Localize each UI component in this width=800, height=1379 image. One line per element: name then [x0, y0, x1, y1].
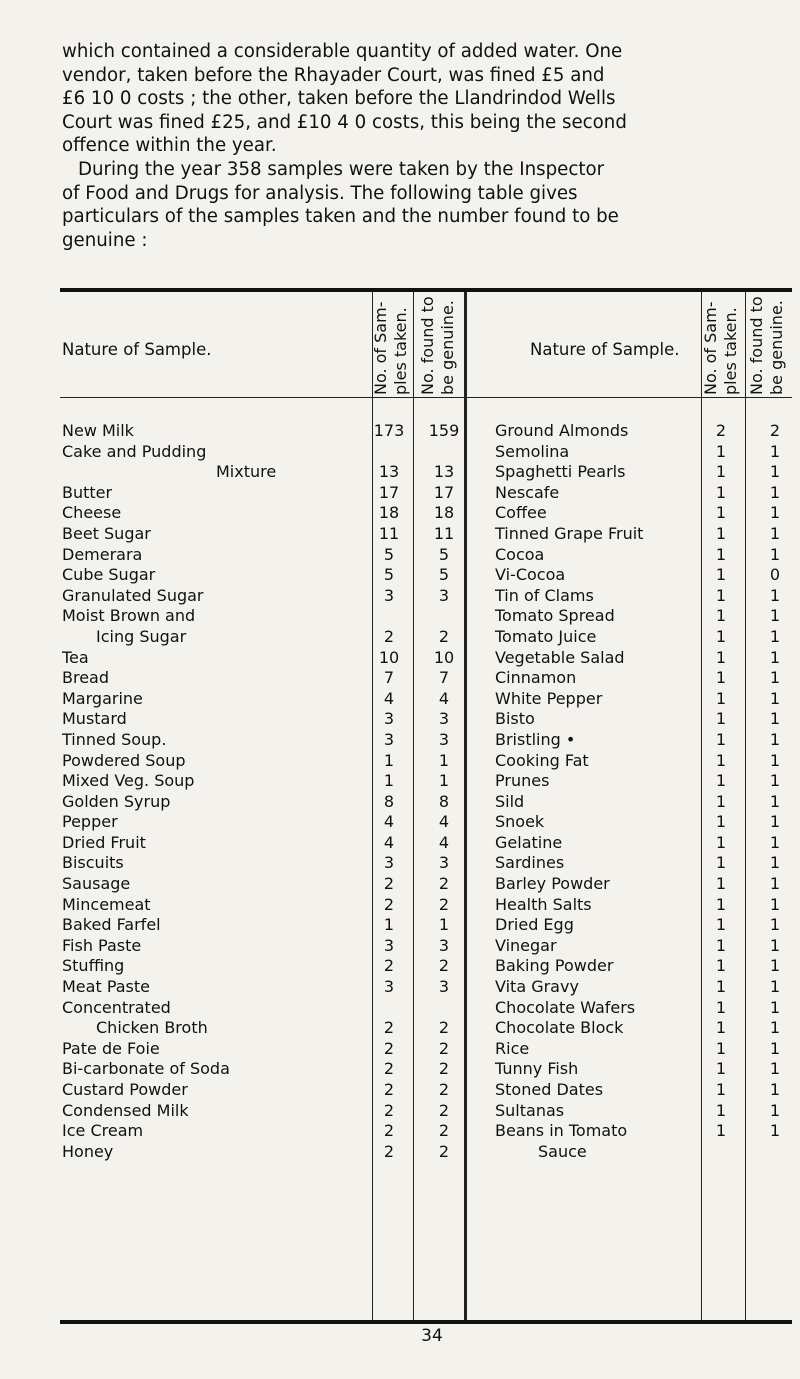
samples-genuine: 2 — [438, 1121, 450, 1141]
samples-genuine: 1 — [769, 626, 781, 646]
samples-genuine: 2 — [769, 421, 781, 440]
intro-paragraph — [62, 40, 782, 252]
samples-genuine: 1 — [769, 853, 781, 873]
table-row — [0, 503, 800, 524]
samples-genuine: 2 — [438, 1080, 450, 1099]
table-row — [0, 853, 800, 874]
samples-taken: 1 — [715, 482, 727, 502]
sample-name: Bristling • — [495, 729, 576, 749]
header-text: ples taken. — [391, 307, 410, 395]
samples-taken: 1 — [383, 771, 395, 791]
samples-taken: 1 — [715, 709, 727, 729]
intro-line: offence within the year. — [62, 135, 277, 157]
samples-taken: 2 — [383, 894, 395, 914]
samples-taken: 1 — [715, 1121, 727, 1141]
header-text: ples taken. — [721, 307, 740, 395]
intro-line: vendor, taken before the Rhayader Court, was fined £5 and — [62, 64, 605, 86]
samples-genuine: 3 — [438, 585, 450, 605]
sample-name: Sultanas — [495, 1100, 565, 1120]
samples-taken: 1 — [715, 585, 727, 605]
intro-line: Court was fined £25, and £10 4 0 costs, this being the second — [62, 111, 627, 133]
samples-taken: 1 — [715, 441, 727, 461]
samples-taken: 18 — [378, 503, 400, 523]
samples-genuine: 2 — [438, 956, 450, 976]
samples-taken: 1 — [715, 832, 727, 852]
samples-taken: 1 — [715, 997, 727, 1017]
sample-name: Tea — [62, 647, 89, 667]
sample-name: Margarine — [62, 688, 143, 708]
table-row — [0, 998, 800, 1019]
samples-genuine: 1 — [769, 606, 781, 626]
table-row — [0, 1018, 800, 1039]
sample-name: Sardines — [495, 853, 565, 873]
sample-name: Dried Fruit — [62, 832, 146, 852]
sample-name: Baked Farfel — [62, 915, 161, 935]
samples-taken: 1 — [383, 750, 395, 770]
table-row — [0, 421, 800, 442]
samples-genuine: 1 — [769, 523, 781, 543]
samples-genuine: 1 — [769, 771, 781, 791]
samples-taken: 1 — [715, 626, 727, 646]
table-row — [0, 874, 800, 895]
header-rule — [372, 397, 464, 398]
table-row — [0, 689, 800, 710]
table-row — [0, 483, 800, 504]
sample-name: Custard Powder — [62, 1080, 188, 1099]
header-samples-taken-left — [371, 291, 413, 395]
samples-taken: 4 — [383, 832, 395, 852]
sample-name: Tunny Fish — [495, 1059, 579, 1079]
samples-taken: 2 — [383, 874, 395, 894]
samples-taken: 1 — [715, 956, 727, 976]
samples-genuine: 3 — [438, 729, 450, 749]
table-row — [0, 792, 800, 813]
samples-taken: 2 — [383, 1080, 395, 1099]
sample-name: Semolina — [495, 441, 570, 461]
samples-taken: 13 — [378, 462, 400, 482]
header-nature-right: Nature of Sample. — [530, 340, 680, 359]
table-row — [0, 1121, 800, 1142]
sample-name: Golden Syrup — [62, 791, 171, 811]
samples-taken: 2 — [383, 1121, 395, 1141]
samples-taken: 1 — [715, 853, 727, 873]
table-row — [0, 442, 800, 463]
sample-name: Cooking Fat — [495, 750, 589, 770]
table-row — [0, 586, 800, 607]
table-row — [0, 648, 800, 669]
page-number: 34 — [421, 1326, 443, 1346]
samples-taken: 1 — [715, 606, 727, 626]
samples-taken: 1 — [715, 750, 727, 770]
samples-taken: 1 — [715, 668, 727, 688]
samples-taken: 17 — [378, 482, 400, 502]
samples-taken: 4 — [383, 812, 395, 832]
samples-genuine: 159 — [428, 421, 460, 440]
sample-name: Meat Paste — [62, 977, 150, 997]
samples-genuine: 4 — [438, 812, 450, 832]
table-row — [0, 1101, 800, 1122]
samples-taken: 2 — [383, 1100, 395, 1120]
table-row — [0, 977, 800, 998]
samples-genuine: 10 — [433, 647, 455, 667]
samples-genuine: 1 — [769, 503, 781, 523]
samples-taken: 1 — [715, 1100, 727, 1120]
sample-name: Ice Cream — [62, 1121, 144, 1141]
samples-genuine: 7 — [438, 668, 450, 688]
table-row — [0, 1039, 800, 1060]
samples-genuine: 1 — [769, 668, 781, 688]
samples-taken: 1 — [715, 791, 727, 811]
samples-taken: 1 — [715, 729, 727, 749]
header-text: No. of Sam- — [371, 301, 390, 395]
sample-name: Sild — [495, 791, 525, 811]
samples-genuine: 1 — [769, 1100, 781, 1120]
samples-taken: 1 — [715, 1059, 727, 1079]
samples-genuine: 2 — [438, 1018, 450, 1038]
samples-genuine: 1 — [769, 874, 781, 894]
sample-name: Cheese — [62, 503, 122, 523]
samples-genuine: 1 — [769, 956, 781, 976]
sample-name: Condensed Milk — [62, 1100, 189, 1120]
sample-name: Tomato Spread — [495, 606, 615, 626]
samples-taken: 2 — [383, 626, 395, 646]
samples-taken: 3 — [383, 729, 395, 749]
sample-name: Icing Sugar — [96, 626, 187, 646]
sample-name: Chocolate Wafers — [495, 997, 636, 1017]
samples-genuine: 1 — [769, 997, 781, 1017]
sample-name: Sauce — [538, 1141, 587, 1161]
samples-taken: 1 — [715, 771, 727, 791]
table-row — [0, 771, 800, 792]
sample-name: Mincemeat — [62, 894, 151, 914]
samples-taken: 1 — [715, 647, 727, 667]
samples-genuine: 3 — [438, 977, 450, 997]
table-row — [0, 915, 800, 936]
sample-name: Concentrated — [62, 997, 171, 1017]
samples-taken: 1 — [715, 894, 727, 914]
samples-genuine: 1 — [769, 1121, 781, 1141]
intro-line: of Food and Drugs for analysis. The following table gives — [62, 182, 578, 204]
header-rule — [467, 397, 701, 398]
samples-genuine: 1 — [438, 750, 450, 770]
sample-name: Bread — [62, 668, 110, 688]
samples-taken: 7 — [383, 668, 395, 688]
samples-taken: 11 — [378, 523, 400, 543]
samples-genuine: 1 — [769, 462, 781, 482]
sample-name: New Milk — [62, 421, 134, 440]
sample-name: Spaghetti Pearls — [495, 462, 626, 482]
sample-name: Nescafe — [495, 482, 560, 502]
samples-taken: 1 — [715, 565, 727, 585]
samples-genuine: 1 — [769, 1038, 781, 1058]
sample-name: Powdered Soup — [62, 750, 186, 770]
samples-taken: 3 — [383, 853, 395, 873]
samples-taken: 173 — [373, 421, 405, 440]
sample-name: Honey — [62, 1141, 114, 1161]
samples-taken: 1 — [715, 462, 727, 482]
sample-name: Beet Sugar — [62, 523, 151, 543]
samples-taken: 3 — [383, 585, 395, 605]
samples-taken: 1 — [715, 915, 727, 935]
samples-taken: 3 — [383, 935, 395, 955]
sample-name: Coffee — [495, 503, 547, 523]
samples-genuine: 2 — [438, 874, 450, 894]
samples-genuine: 1 — [769, 709, 781, 729]
samples-taken: 1 — [715, 874, 727, 894]
samples-taken: 2 — [383, 1038, 395, 1058]
intro-line: which contained a considerable quantity of added water. One — [62, 41, 623, 62]
sample-name: Tin of Clams — [495, 585, 594, 605]
samples-genuine: 1 — [769, 729, 781, 749]
sample-name: Tinned Soup. — [62, 729, 167, 749]
sample-name: Sausage — [62, 874, 131, 894]
samples-genuine: 1 — [438, 771, 450, 791]
header-text: No. found to — [747, 296, 766, 395]
sample-name: Stoned Dates — [495, 1080, 604, 1099]
samples-genuine: 5 — [438, 544, 450, 564]
sample-name: Barley Powder — [495, 874, 610, 894]
samples-taken: 1 — [715, 503, 727, 523]
samples-taken: 1 — [715, 1080, 727, 1099]
header-text: be genuine. — [767, 300, 786, 395]
table-bottom-rule — [60, 1320, 792, 1324]
sample-name: Beans in Tomato — [495, 1121, 628, 1141]
samples-taken: 8 — [383, 791, 395, 811]
table-body — [0, 421, 800, 1162]
samples-taken: 5 — [383, 544, 395, 564]
samples-taken: 1 — [715, 544, 727, 564]
samples-genuine: 1 — [769, 1059, 781, 1079]
table-row — [0, 627, 800, 648]
sample-name: Stuffing — [62, 956, 125, 976]
samples-taken: 1 — [383, 915, 395, 935]
samples-taken: 3 — [383, 977, 395, 997]
samples-genuine: 4 — [438, 832, 450, 852]
sample-name: Snoek — [495, 812, 545, 832]
samples-genuine: 3 — [438, 709, 450, 729]
table-row — [0, 545, 800, 566]
samples-genuine: 1 — [769, 750, 781, 770]
samples-genuine: 8 — [438, 791, 450, 811]
sample-name: Rice — [495, 1038, 530, 1058]
samples-taken: 1 — [715, 1038, 727, 1058]
sample-name: Cinnamon — [495, 668, 577, 688]
samples-taken: 1 — [715, 935, 727, 955]
samples-genuine: 1 — [769, 441, 781, 461]
table-row — [0, 1142, 800, 1163]
samples-genuine: 1 — [769, 812, 781, 832]
sample-name: Cake and Pudding — [62, 441, 207, 461]
samples-taken: 1 — [715, 812, 727, 832]
samples-genuine: 2 — [438, 1141, 450, 1161]
table-row — [0, 895, 800, 916]
samples-genuine: 3 — [438, 853, 450, 873]
sample-name: Biscuits — [62, 853, 124, 873]
samples-genuine: 2 — [438, 894, 450, 914]
samples-taken: 1 — [715, 688, 727, 708]
table-row — [0, 565, 800, 586]
table-row — [0, 524, 800, 545]
table-row — [0, 709, 800, 730]
header-text: No. of Sam- — [701, 301, 720, 395]
samples-genuine: 0 — [769, 565, 781, 585]
table-row — [0, 606, 800, 627]
header-found-genuine-left — [418, 291, 460, 395]
sample-name: Tinned Grape Fruit — [495, 523, 644, 543]
sample-name: Mixed Veg. Soup — [62, 771, 195, 791]
samples-taken: 1 — [715, 1018, 727, 1038]
table-row — [0, 833, 800, 854]
samples-genuine: 2 — [438, 1038, 450, 1058]
samples-genuine: 1 — [769, 647, 781, 667]
intro-line: genuine : — [62, 229, 148, 251]
sample-name: Health Salts — [495, 894, 592, 914]
intro-line: During the year 358 samples were taken by the Inspector — [78, 158, 605, 180]
sample-name: White Pepper — [495, 688, 603, 708]
intro-line: particulars of the samples taken and the number found to be — [62, 206, 619, 228]
sample-name: Bisto — [495, 709, 535, 729]
sample-name: Mixture — [216, 462, 277, 482]
sample-name: Butter — [62, 482, 113, 502]
header-rule-left — [60, 397, 372, 398]
sample-name: Baking Powder — [495, 956, 614, 976]
samples-taken: 2 — [383, 1018, 395, 1038]
table-row — [0, 1059, 800, 1080]
samples-genuine: 1 — [769, 585, 781, 605]
samples-genuine: 1 — [769, 935, 781, 955]
samples-taken: 4 — [383, 688, 395, 708]
table-row — [0, 462, 800, 483]
sample-name: Bi-carbonate of Soda — [62, 1059, 230, 1079]
header-nature-left: Nature of Sample. — [62, 340, 212, 359]
samples-taken: 1 — [715, 523, 727, 543]
sample-name: Gelatine — [495, 832, 563, 852]
samples-genuine: 4 — [438, 688, 450, 708]
table-row — [0, 668, 800, 689]
sample-name: Vi-Cocoa — [495, 565, 566, 585]
sample-name: Demerara — [62, 544, 143, 564]
samples-taken: 5 — [383, 565, 395, 585]
sample-name: Vita Gravy — [495, 977, 579, 997]
sample-name: Vinegar — [495, 935, 557, 955]
sample-name: Cocoa — [495, 544, 545, 564]
samples-genuine: 13 — [433, 462, 455, 482]
sample-name: Dried Egg — [495, 915, 574, 935]
table-row — [0, 812, 800, 833]
sample-name: Pepper — [62, 812, 118, 832]
samples-genuine: 1 — [769, 832, 781, 852]
table-row — [0, 936, 800, 957]
samples-genuine: 1 — [769, 544, 781, 564]
table-row — [0, 730, 800, 751]
samples-genuine: 1 — [769, 482, 781, 502]
sample-name: Moist Brown and — [62, 606, 196, 626]
table-row — [0, 1080, 800, 1101]
header-found-genuine-right — [747, 291, 789, 395]
samples-genuine: 11 — [433, 523, 455, 543]
samples-genuine: 1 — [769, 688, 781, 708]
samples-genuine: 2 — [438, 1100, 450, 1120]
samples-taken: 2 — [383, 1141, 395, 1161]
samples-taken: 10 — [378, 647, 400, 667]
header-text: be genuine. — [438, 300, 457, 395]
header-text: No. found to — [418, 296, 437, 395]
samples-genuine: 1 — [769, 977, 781, 997]
samples-genuine: 18 — [433, 503, 455, 523]
sample-name: Ground Almonds — [495, 421, 629, 440]
sample-name: Mustard — [62, 709, 127, 729]
samples-genuine: 1 — [769, 915, 781, 935]
sample-name: Tomato Juice — [495, 626, 597, 646]
samples-taken: 3 — [383, 709, 395, 729]
samples-taken: 2 — [715, 421, 727, 440]
sample-name: Prunes — [495, 771, 550, 791]
samples-taken: 2 — [383, 1059, 395, 1079]
sample-name: Cube Sugar — [62, 565, 156, 585]
samples-genuine: 17 — [433, 482, 455, 502]
sample-name: Chocolate Block — [495, 1018, 624, 1038]
samples-taken: 2 — [383, 956, 395, 976]
samples-genuine: 1 — [438, 915, 450, 935]
sample-name: Chicken Broth — [96, 1018, 208, 1038]
table-row — [0, 751, 800, 772]
samples-genuine: 1 — [769, 791, 781, 811]
samples-genuine: 1 — [769, 894, 781, 914]
samples-genuine: 1 — [769, 1018, 781, 1038]
sample-name: Granulated Sugar — [62, 585, 204, 605]
header-samples-taken-right — [701, 291, 743, 395]
samples-genuine: 2 — [438, 626, 450, 646]
sample-name: Pate de Foie — [62, 1038, 160, 1058]
table-row — [0, 956, 800, 977]
samples-genuine: 1 — [769, 1080, 781, 1099]
samples-genuine: 2 — [438, 1059, 450, 1079]
samples-genuine: 5 — [438, 565, 450, 585]
header-rule — [701, 397, 792, 398]
samples-genuine: 3 — [438, 935, 450, 955]
sample-name: Fish Paste — [62, 935, 142, 955]
intro-line: £6 10 0 costs ; the other, taken before the Llandrindod Wells — [62, 88, 616, 110]
samples-taken: 1 — [715, 977, 727, 997]
sample-name: Vegetable Salad — [495, 647, 625, 667]
